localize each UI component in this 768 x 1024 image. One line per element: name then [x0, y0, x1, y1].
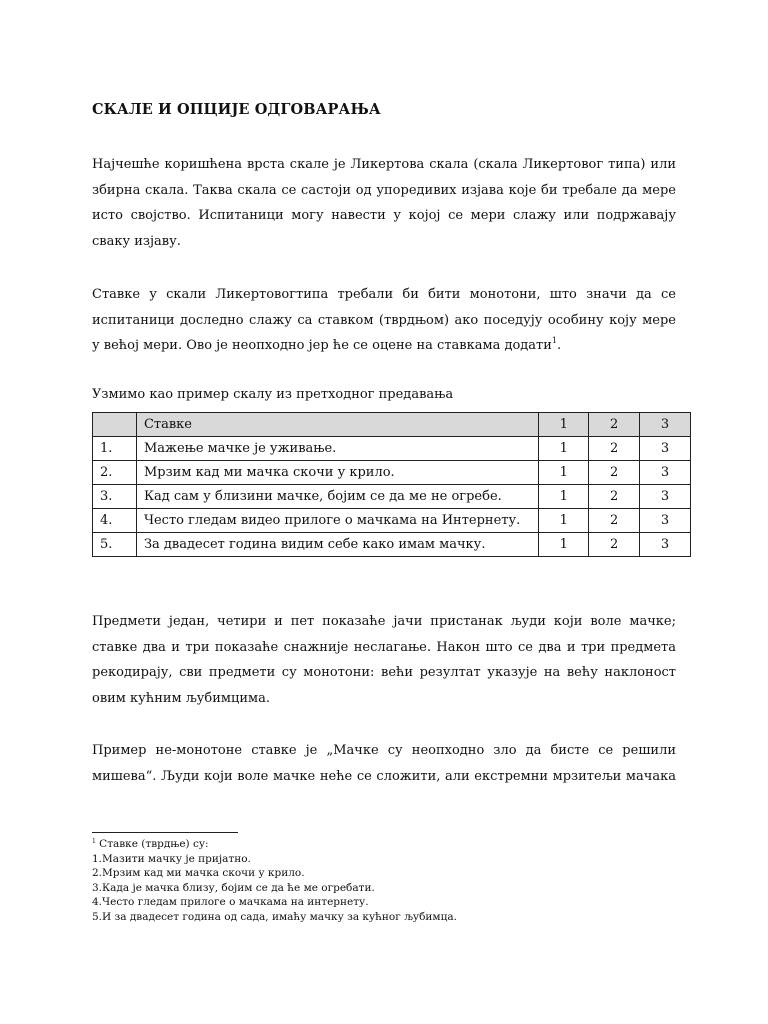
- paragraph-line: Ставке у скали Ликертовогтипа требали би бити монотони, што значи да се: [92, 287, 676, 302]
- paragraph-line: Предмети један, четири и пет показаће јачи пристанак људи који воле мачке;: [92, 614, 676, 629]
- table-cell: 1: [539, 485, 589, 509]
- paragraph-line: рекодирају, сви предмети су монотони: већи резултат указује на већу наклоност: [92, 665, 676, 680]
- paragraph-line: Најчешће коришћена врста скале је Ликертова скала (скала Ликертовог типа) или: [92, 157, 676, 172]
- table-cell: 3: [640, 485, 691, 509]
- table-row: [93, 437, 691, 461]
- paragraph-line: исто својство. Испитаници могу навести у којој се мери слажу или подржавају: [92, 208, 676, 223]
- table-cell: Мажење мачке је уживање.: [136, 437, 538, 461]
- footnote-reference[interactable]: 1: [551, 336, 557, 345]
- table-cell: 3: [640, 437, 691, 461]
- table-cell: Кад сам у близини мачке, бојим се да ме не огребе.: [136, 485, 538, 509]
- paragraph-line: сваку изјаву.: [92, 233, 181, 249]
- table-cell: 3.: [93, 485, 137, 509]
- table-cell: 4.: [93, 509, 137, 533]
- paragraph-line: [92, 333, 676, 359]
- table-cell: 2.: [93, 461, 137, 485]
- table-cell: 1.: [93, 437, 137, 461]
- footnote-mark: 1: [92, 838, 96, 845]
- paragraph-line: Пример не-монотоне ставке је „Мачке су неопходно зло да бисте се решили: [92, 743, 676, 758]
- footnotes: [92, 837, 457, 925]
- table-cell: 2: [589, 485, 640, 509]
- paragraph-2: [92, 282, 676, 359]
- footnote-item: 4.Често гледам прилоге о мачкама на интернету.: [92, 896, 369, 909]
- paragraph-line: ставке два и три показаће снажније неслагање. Након што се два и три предмета: [92, 639, 676, 655]
- paragraph-end: .: [557, 338, 562, 353]
- table-cell: За двадесет година видим себе како имам мачку.: [136, 533, 538, 557]
- table-cell: 2: [589, 509, 640, 533]
- table-row: [93, 485, 691, 509]
- footnote-heading-line: [92, 837, 457, 852]
- table-header-cell: Ставке: [136, 413, 538, 437]
- table-cell: 5.: [93, 533, 137, 557]
- table-cell: 1: [539, 533, 589, 557]
- table-cell: 2: [589, 437, 640, 461]
- footnote-item: 5.И за двадесет година од сада, имаћу мачку за кућног љубимца.: [92, 910, 457, 923]
- table-row: [93, 509, 691, 533]
- page-title: СКАЛЕ И ОПЦИЈЕ ОДГОВАРАЊА: [92, 101, 381, 118]
- footnote-item: 1.Мазити мачку је пријатно.: [92, 852, 251, 865]
- table-cell: Често гледам видео прилоге о мачкама на Интернету.: [136, 509, 538, 533]
- table-cell: 3: [640, 533, 691, 557]
- table-cell: 2: [589, 461, 640, 485]
- paragraph-text: у већој мери. Ово је неопходно јер ће се оцене на ставкама додати: [92, 338, 552, 353]
- paragraph-4: [92, 738, 676, 789]
- table-header-cell: 1: [539, 413, 589, 437]
- footnote-divider: [92, 832, 238, 833]
- paragraph-1: [92, 152, 676, 254]
- footnote-item: 2.Мрзим кад ми мачка скочи у крило.: [92, 867, 305, 880]
- table-row: [93, 461, 691, 485]
- paragraph-line: збирна скала. Таква скала се састоји од упоредивих изјава које би требале да мере: [92, 182, 676, 198]
- table-row: [93, 533, 691, 557]
- table-header-cell: 3: [640, 413, 691, 437]
- table-cell: 1: [539, 509, 589, 533]
- table-cell: 1: [539, 461, 589, 485]
- table-cell: 3: [640, 461, 691, 485]
- table-cell: Мрзим кад ми мачка скочи у крило.: [136, 461, 538, 485]
- paragraph-line: овим кућним љубимцима.: [92, 690, 271, 706]
- table-header-row: [93, 413, 691, 437]
- table-header-cell: [93, 413, 137, 437]
- paragraph-3: [92, 609, 676, 711]
- footnote-heading: Ставке (тврдње) су:: [99, 838, 209, 850]
- table-cell: 3: [640, 509, 691, 533]
- likert-table: [92, 412, 691, 557]
- paragraph-line: испитаници доследно слажу са ставком (тврдњом) ако поседују особину коју мере: [92, 312, 676, 328]
- table-cell: 1: [539, 437, 589, 461]
- footnote-item: 3.Када је мачка близу, бојим се да ће ме огребати.: [92, 881, 375, 894]
- table-cell: 2: [589, 533, 640, 557]
- paragraph-line: мишева“. Људи који воле мачке неће се сложити, али екстремни мрзитељи мачака: [92, 768, 676, 784]
- table-header-cell: 2: [589, 413, 640, 437]
- table-intro: Узмимо као пример скалу из претходног предавања: [92, 387, 454, 402]
